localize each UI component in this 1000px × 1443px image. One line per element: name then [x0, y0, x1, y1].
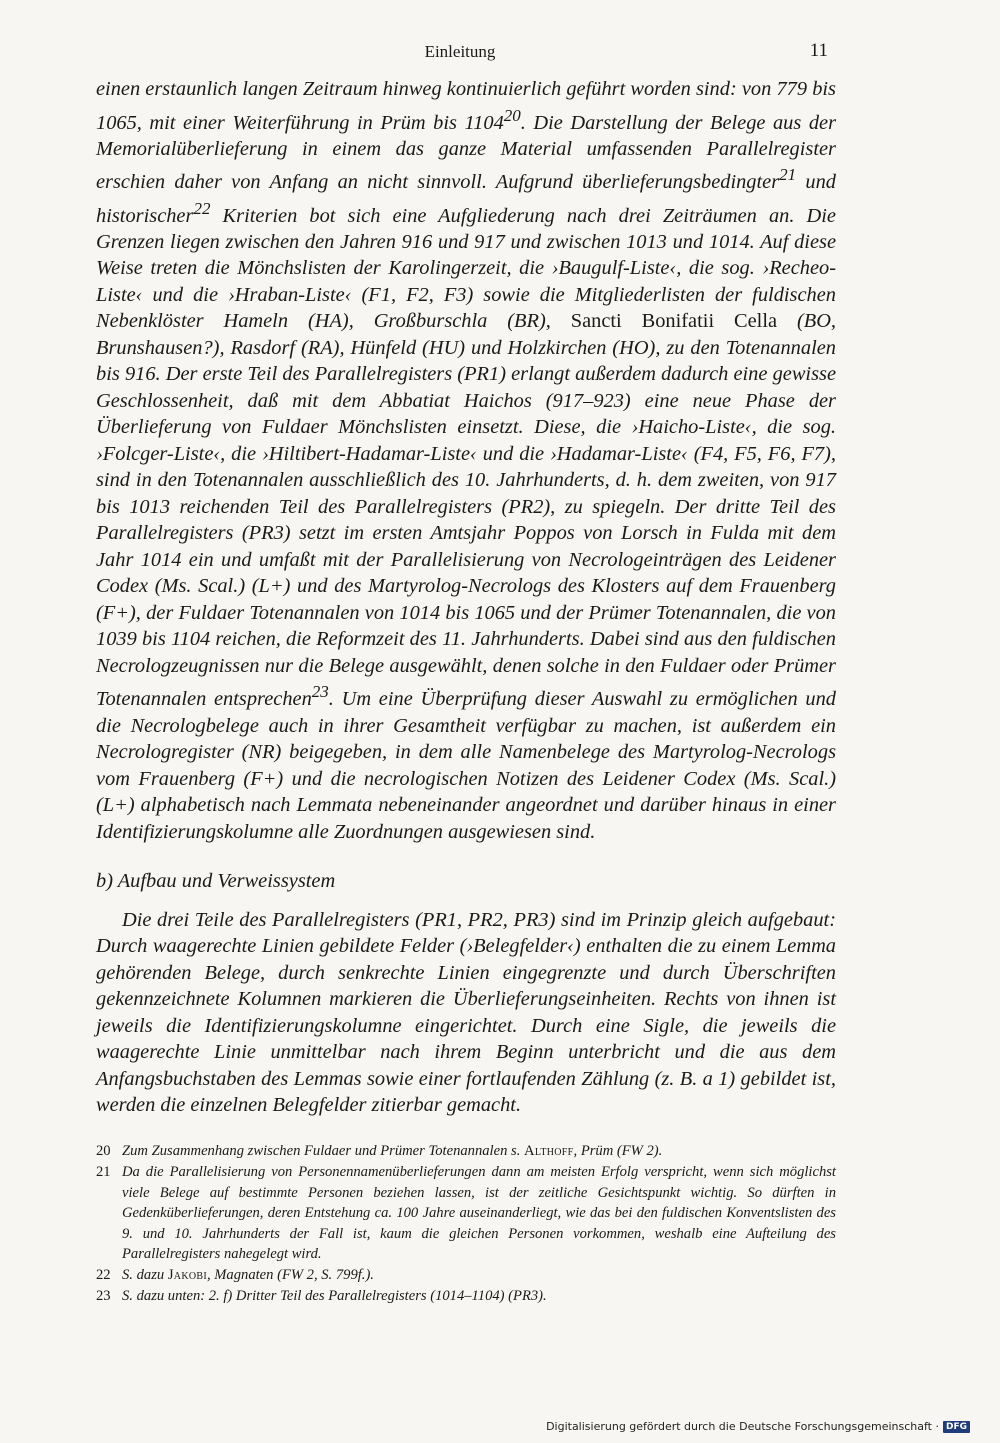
footnote-ref-22[interactable]: 22 — [193, 198, 211, 218]
paragraph-1 — [96, 76, 836, 845]
footnote-text: Da die Parallelisierung von Personennamenüberlieferungen dann am meisten Erfolg verspricht, wenn sich möglichst viele Belege auf bestimmte Personen beziehen lassen, ist der zeitliche Gesichtspunkt wichtig. So dürften in Gedenküberlieferungen, deren Entstehung ca. 100 Jahre auseinanderliegt, wie das bei den fuldischen Konventslisten des 9. und 10. Jahrhunderts der Fall ist, kaum die gleichen Personen vorkommen, weshalb eine Aufteilung des Parallelregisters nahegelegt wird. — [122, 1164, 836, 1262]
footnote-text: S. dazu unten: 2. f) Dritter Teil des Parallelregisters (1014–1104) (PR3). — [122, 1288, 547, 1304]
footnote-text: , Prüm (FW 2). — [573, 1143, 663, 1159]
credit-text: Digitalisierung gefördert durch die Deutsche Forschungsgemeinschaft · — [546, 1420, 939, 1433]
author-name: Jakobi — [167, 1267, 207, 1283]
text-span: (BO, Brunshausen?), Rasdorf (RA), Hünfeld (HU) und Holzkirchen (HO), zu den Totenannalen bis 916. Der erste Teil des Parallelregisters (PR1) erlangt außerdem dadurch eine gewisse Geschlossenheit, daß mit dem Abbatiat Haichos (917–923) eine neue Phase der Überlieferung von Fuldaer Mönchslisten einsetzt. Diese, die ›Haicho-Liste‹, die sog. ›Folcger-Liste‹, die ›Hiltibert-Hadamar-Liste‹ und die ›Hadamar-Liste‹ (F4, F5, F6, F7), sind in den Totenannalen ausschließlich des 10. Jahrhunderts, d. h. dem zweiten, von 917 bis 1013 reichenden Teil des Parallelregisters (PR2), zu spiegeln. Der dritte Teil des Parallelregisters (PR3) setzt im ersten Amtsjahr Poppos von Lorsch in Fulda mit dem Jahr 1014 ein und umfaßt mit der Parallelisierung von Necrologeinträgen des Leidener Codex (Ms. Scal.) (L+) und des Martyrolog-Necrologs des Klosters auf dem Frauenberg (F+), der Fuldaer Totenannalen von 1014 bis 1065 und der Prümer Totenannalen, die von 1039 bis 1104 reichen, die Reformzeit des 11. Jahrhunderts. Dabei sind aus den fuldischen Necrologzeugnissen nur die Belege ausgewählt, denen solche in den Fuldaer oder Prümer Totenannalen entsprechen — [96, 310, 837, 711]
paragraph-2: Die drei Teile des Parallelregisters (PR1, PR2, PR3) sind im Prinzip gleich aufgebaut: Durch waagerechte Linien gebildete Felder (›Belegfelder‹) enthalten die zu einem Lemma gehörenden Belege, durch senkrechte Linien eingegrenzte und durch Überschriften gekennzeichnete Kolumnen markieren die Überlieferungseinheiten. Rechts von ihnen ist jeweils die Identifizierungskolumne eingerichtet. Durch eine Sigle, die jeweils die waagerechte Linie unmittelbar nach ihrem Beginn unterbricht und die aus dem Anfangsbuchstaben des Lemmas sowie einer fortlaufenden Zählung (z. B. a 1) gebildet ist, werden die einzelnen Belegfelder zitierbar gemacht. — [96, 908, 836, 1117]
body-text — [96, 76, 836, 1119]
footnotes — [96, 1141, 836, 1307]
page-number: 11 — [809, 40, 828, 61]
footnote-number: 21 — [96, 1164, 111, 1180]
footnote-number: 23 — [96, 1288, 111, 1304]
running-title: Einleitung — [424, 42, 496, 61]
footnote-ref-23[interactable]: 23 — [311, 682, 329, 702]
upright-name: Sancti Bonifatii Cella — [570, 310, 778, 333]
footnote-20 — [96, 1141, 836, 1162]
page-header — [92, 38, 828, 64]
footnote-text: , Magnaten (FW 2, S. 799f.). — [206, 1267, 374, 1283]
footnote-21 — [96, 1162, 836, 1265]
footnote-ref-20[interactable]: 20 — [503, 105, 521, 125]
dfg-logo-icon: DFG — [943, 1421, 970, 1433]
text-span: . Um eine Überprüfung dieser Auswahl zu ermöglichen und die Necrologbelege auch in ihrer Gesamtheit verfügbar zu machen, ist außerdem ein Necrologregister (NR) beigegeben, in dem alle Namenbelege des Martyrolog-Necrologs vom Frauenberg (F+) und die necrologischen Notizen des Leidener Codex (Ms. Scal.) (L+) alphabetisch nach Lemmata nebeneinander angeordnet und darüber hinaus in einer Identifizierungskolumne alle Zuordnungen ausgewiesen sind. — [96, 688, 836, 843]
digitization-credit — [546, 1420, 970, 1433]
author-name: Althoff — [524, 1143, 574, 1159]
footnote-number: 20 — [96, 1143, 111, 1159]
text-span: und historischer — [96, 171, 836, 227]
footnote-22 — [96, 1265, 836, 1286]
text-span: . Die Darstellung der Belege aus der Memorialüberlieferung in einem das ganze Material umfassenden Parallelregister erschien daher von Anfang an nicht sinnvoll. Aufgrund überlieferungsbedingter — [96, 111, 836, 194]
footnote-text: Zum Zusammenhang zwischen Fuldaer und Prümer Totenannalen s. — [122, 1143, 525, 1159]
section-heading: b) Aufbau und Verweissystem — [96, 870, 336, 893]
footnote-ref-21[interactable]: 21 — [779, 165, 797, 185]
footnote-23 — [96, 1286, 836, 1307]
text-span: einen erstaunlich langen Zeitraum hinweg kontinuierlich geführt worden sind: von 779 bis 1065, mit einer Weiterführung in Prüm bis 1104 — [96, 78, 836, 134]
text-span: Kriterien bot sich eine Aufgliederung nach drei Zeiträumen an. Die Grenzen liegen zwischen den Jahren 916 und 917 und zwischen 1013 und 1014. Auf diese Weise treten die Mönchslisten der Karolingerzeit, die ›Baugulf-Liste‹, die sog. ›Recheo-Liste‹ und die ›Hraban-Liste‹ (F1, F2, F3) sowie die Mitgliederlisten der fuldischen Nebenklöster Hameln (HA), Großburschla (BR), — [96, 204, 836, 333]
footnote-number: 22 — [96, 1267, 111, 1283]
footnote-text: S. dazu — [122, 1267, 168, 1283]
